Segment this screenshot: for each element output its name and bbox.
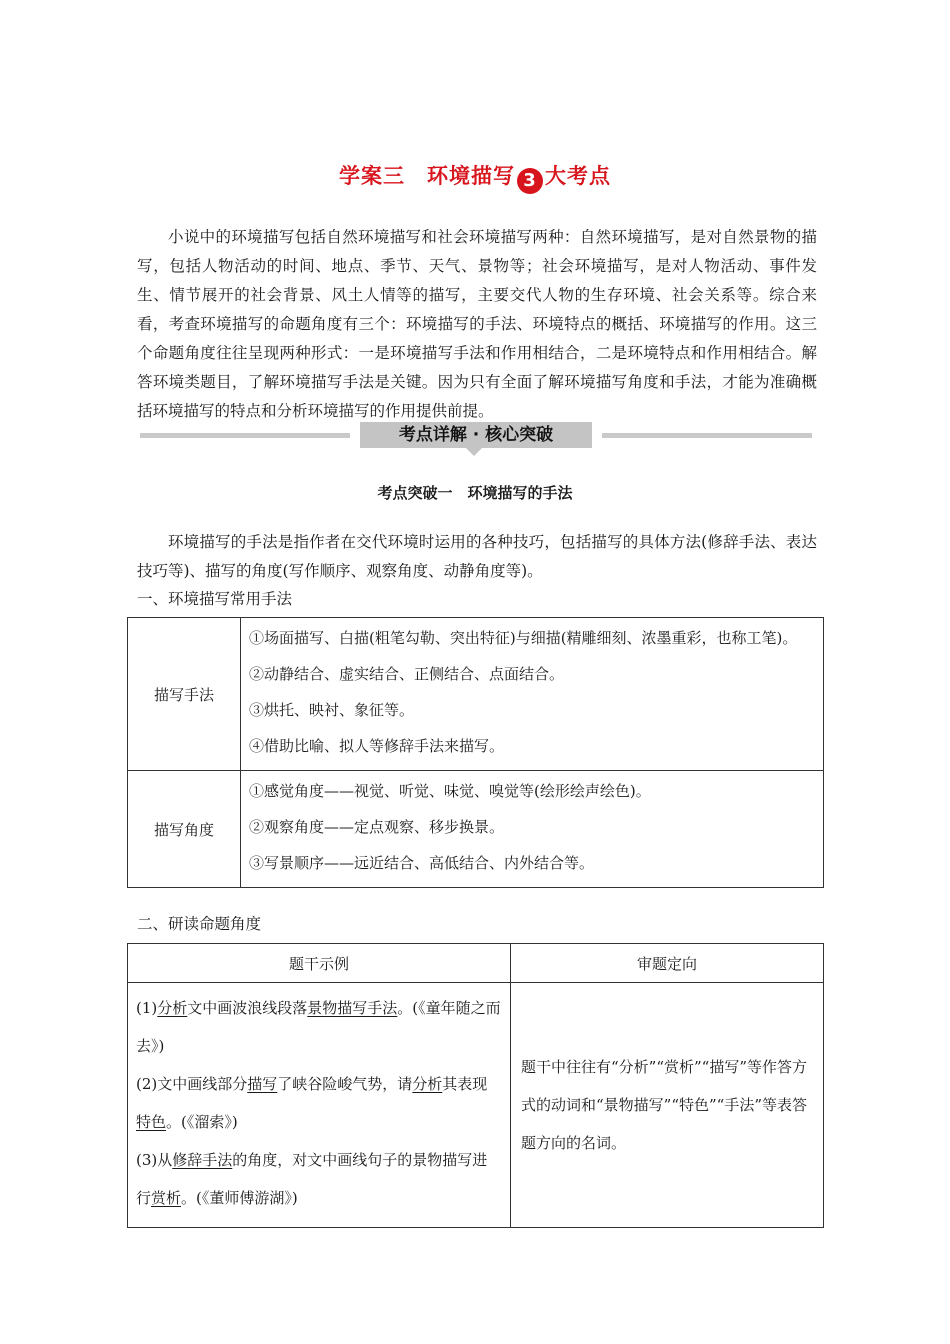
example-3 — [136, 1141, 502, 1217]
title-part3: 大考点 — [545, 164, 611, 188]
keyword-underlined: 景物描写手法 — [307, 999, 398, 1017]
row-content — [241, 771, 824, 888]
banner-label: 考点详解 · 核心突破 — [360, 422, 592, 448]
list-item: ③写景顺序——远近结合、高低结合、内外结合等。 — [249, 854, 595, 872]
subsection-heading: 考点突破一 环境描写的手法 — [377, 484, 573, 502]
title-part2: 环境描写 — [427, 164, 515, 188]
list-item: ②观察角度——定点观察、移步换景。 — [249, 818, 505, 836]
banner-left-rule — [140, 433, 350, 438]
keyword-underlined: 分析 — [157, 999, 188, 1017]
example-text: (2)文中画线部分 — [136, 1075, 248, 1093]
question-angle-table — [127, 943, 824, 1228]
example-1 — [136, 989, 502, 1065]
title-number-badge: 3 — [517, 168, 543, 194]
intro-paragraph: 小说中的环境描写包括自然环境描写和社会环境描写两种：自然环境描写，是对自然景物的描写，包括人物活动的时间、地点、季节、天气、景物等；社会环境描写，是对人物活动、事件发生、情节展开的社会背景、风土人情等的描写，主要交代人物的生存环境、社会关系等。综合来看，考查环境描写的命题角度有三个：环境描写的手法、环境特点的概括、环境描写的作用。这三个命题角度往往呈现两种形式：一是环境描写手法和作用相结合，二是环境特点和作用相结合。解答环境类题目，了解环境描写手法是关键。因为只有全面了解环境描写角度和手法，才能为准确概括环境描写的特点和分析环境描写的作用提供前提。 — [137, 228, 817, 420]
example-text: 的角度，对文中画线句子的景物描写进行 — [136, 1151, 488, 1207]
keyword-underlined: 修辞手法 — [172, 1151, 233, 1169]
column-header: 审题定向 — [511, 944, 824, 983]
title-part1: 学案三 — [339, 164, 405, 188]
table-header-row — [128, 944, 824, 983]
row-label: 描写角度 — [128, 771, 241, 888]
keyword-underlined: 赏析 — [151, 1189, 182, 1207]
example-text: 。(《溜索》) — [166, 1113, 238, 1131]
example-text: 。(《董师傅游湖》) — [181, 1189, 298, 1207]
list-item: ③烘托、映衬、象征等。 — [249, 701, 415, 719]
section-heading-1: 一、环境描写常用手法 — [137, 590, 293, 608]
example-2 — [136, 1065, 502, 1141]
section-heading-2: 二、研读命题角度 — [137, 915, 262, 933]
table-row — [128, 771, 824, 888]
example-text: (3)从 — [136, 1151, 173, 1169]
list-item: ②动静结合、虚实结合、正侧结合、点面结合。 — [249, 665, 565, 683]
example-text: 。(《童年随之而去》) — [136, 999, 501, 1055]
keyword-underlined: 分析 — [412, 1075, 443, 1093]
keyword-underlined: 特色 — [136, 1113, 167, 1131]
techniques-table — [127, 617, 824, 888]
banner-notch — [466, 448, 482, 456]
example-text: 文中画波浪线段落 — [187, 999, 308, 1017]
example-text: (1) — [136, 999, 158, 1017]
table-row — [128, 983, 824, 1228]
direction-cell: 题干中往往有“分析”“赏析”“描写”等作答方式的动词和“景物描写”“特色”“手法”等表答题方向的名词。 — [511, 983, 824, 1228]
page-title — [0, 160, 950, 194]
table-row — [128, 618, 824, 771]
column-header: 题干示例 — [128, 944, 511, 983]
section-banner — [140, 422, 812, 448]
row-content — [241, 618, 824, 771]
list-item: ①场面描写、白描(粗笔勾勒、突出特征)与细描(精雕细刻、浓墨重彩，也称工笔)。 — [249, 629, 798, 647]
row-label: 描写手法 — [128, 618, 241, 771]
list-item: ①感觉角度——视觉、听觉、味觉、嗅觉等(绘形绘声绘色)。 — [249, 782, 651, 800]
keyword-underlined: 描写 — [247, 1075, 278, 1093]
list-item: ④借助比喻、拟人等修辞手法来描写。 — [249, 737, 505, 755]
example-text: 了峡谷险峻气势，请 — [277, 1075, 413, 1093]
banner-right-rule — [602, 433, 812, 438]
example-text: 其表现 — [442, 1075, 488, 1093]
body-paragraph: 环境描写的手法是指作者在交代环境时运用的各种技巧，包括描写的具体方法(修辞手法、表达技巧等)、描写的角度(写作顺序、观察角度、动静角度等)。 — [137, 533, 817, 580]
examples-cell — [128, 983, 511, 1228]
